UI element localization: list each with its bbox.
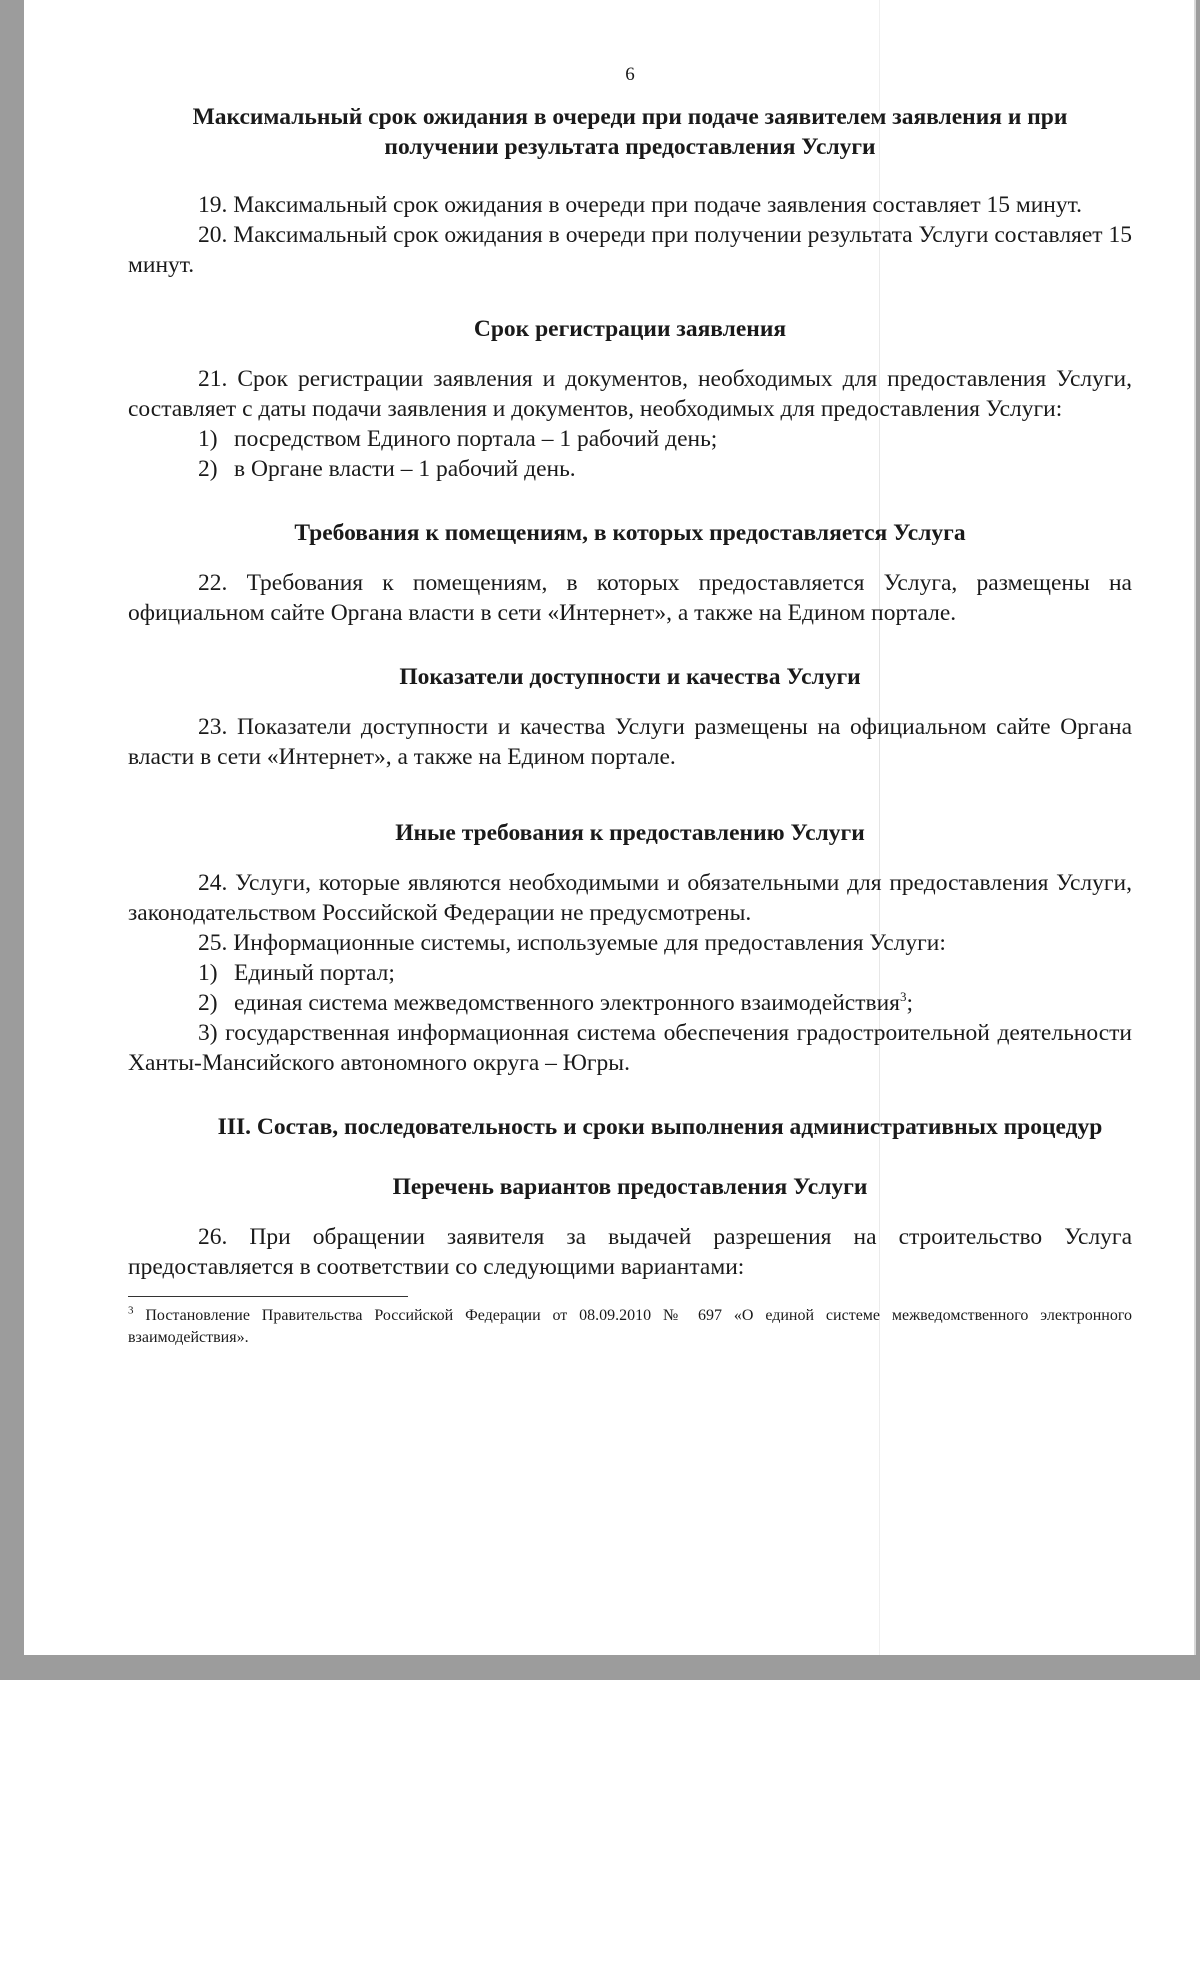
list-number: 1) [198, 426, 218, 452]
section-heading-variants: Перечень вариантов предоставления Услуги [392, 1174, 868, 1200]
list-item-25-1 [128, 958, 1132, 988]
section-heading-procedures: III. Состав, последовательность и сроки выполнения административных процедур [217, 1114, 1103, 1140]
paragraph-21: 21. Срок регистрации заявления и документов, необходимых для предоставления Услуги, составляет с даты подачи заявления и документов, необходимых для предоставления Услуги: [128, 366, 1132, 422]
list-text-end: ; [906, 990, 913, 1016]
footnote-divider [128, 1296, 408, 1297]
paragraph-20: 20. Максимальный срок ожидания в очереди при получении результата Услуги составляет 15 минут. [128, 222, 1132, 278]
list-number: 2) [198, 456, 218, 482]
list-number: 2) [198, 990, 218, 1016]
list-item-21-2 [128, 454, 1132, 484]
footnote-text: Постановление Правительства Российской Федерации от 08.09.2010 № 697 «О единой системе межведомственного электронного взаимодействия». [128, 1307, 1132, 1346]
paragraph-26: 26. При обращении заявителя за выдачей разрешения на строительство Услуга предоставляется в соответствии со следующими вариантами: [128, 1224, 1132, 1280]
list-item-21-1 [128, 424, 1132, 454]
list-item-25-3: 3) государственная информационная система обеспечения градостроительной деятельности Ханты-Мансийского автономного округа – Югры. [128, 1020, 1132, 1076]
paragraph-24: 24. Услуги, которые являются необходимыми и обязательными для предоставления Услуги, законодательством Российской Федерации не предусмотрены. [128, 870, 1132, 926]
list-item-25-2 [128, 988, 1132, 1018]
list-text: в Органе власти – 1 рабочий день. [234, 456, 576, 482]
footnote-reference: 3 [899, 989, 907, 1005]
section-heading-quality: Показатели доступности и качества Услуги [399, 664, 861, 690]
list-text: Единый портал; [234, 960, 395, 986]
paragraph-19: 19. Максимальный срок ожидания в очереди при подаче заявления составляет 15 минут. [198, 192, 1082, 218]
paragraph-22: 22. Требования к помещениям, в которых предоставляется Услуга, размещены на официальном сайте Органа власти в сети «Интернет», а также на Едином портале. [128, 570, 1132, 626]
paragraph-23: 23. Показатели доступности и качества Услуги размещены на официальном сайте Органа власти в сети «Интернет», а также на Едином портале. [128, 714, 1132, 770]
list-text: единая система межведомственного электронного взаимодействия [234, 990, 900, 1016]
section-heading-premises: Требования к помещениям, в которых предоставляется Услуга [294, 520, 966, 546]
section-heading-queue-time: Максимальный срок ожидания в очереди при подаче заявителем заявления и при получении результата предоставления Услуги [192, 104, 1068, 160]
page-number: 6 [625, 64, 635, 85]
section-heading-registration: Срок регистрации заявления [473, 316, 787, 342]
document-content [128, 60, 1132, 1349]
list-text: посредством Единого портала – 1 рабочий день; [234, 426, 718, 452]
footnote-marker: 3 [128, 1304, 134, 1317]
list-number: 1) [198, 960, 218, 986]
section-heading-other-requirements: Иные требования к предоставлению Услуги [395, 820, 865, 846]
footnote-3 [128, 1305, 1132, 1349]
paragraph-25: 25. Информационные системы, используемые для предоставления Услуги: [198, 930, 946, 956]
